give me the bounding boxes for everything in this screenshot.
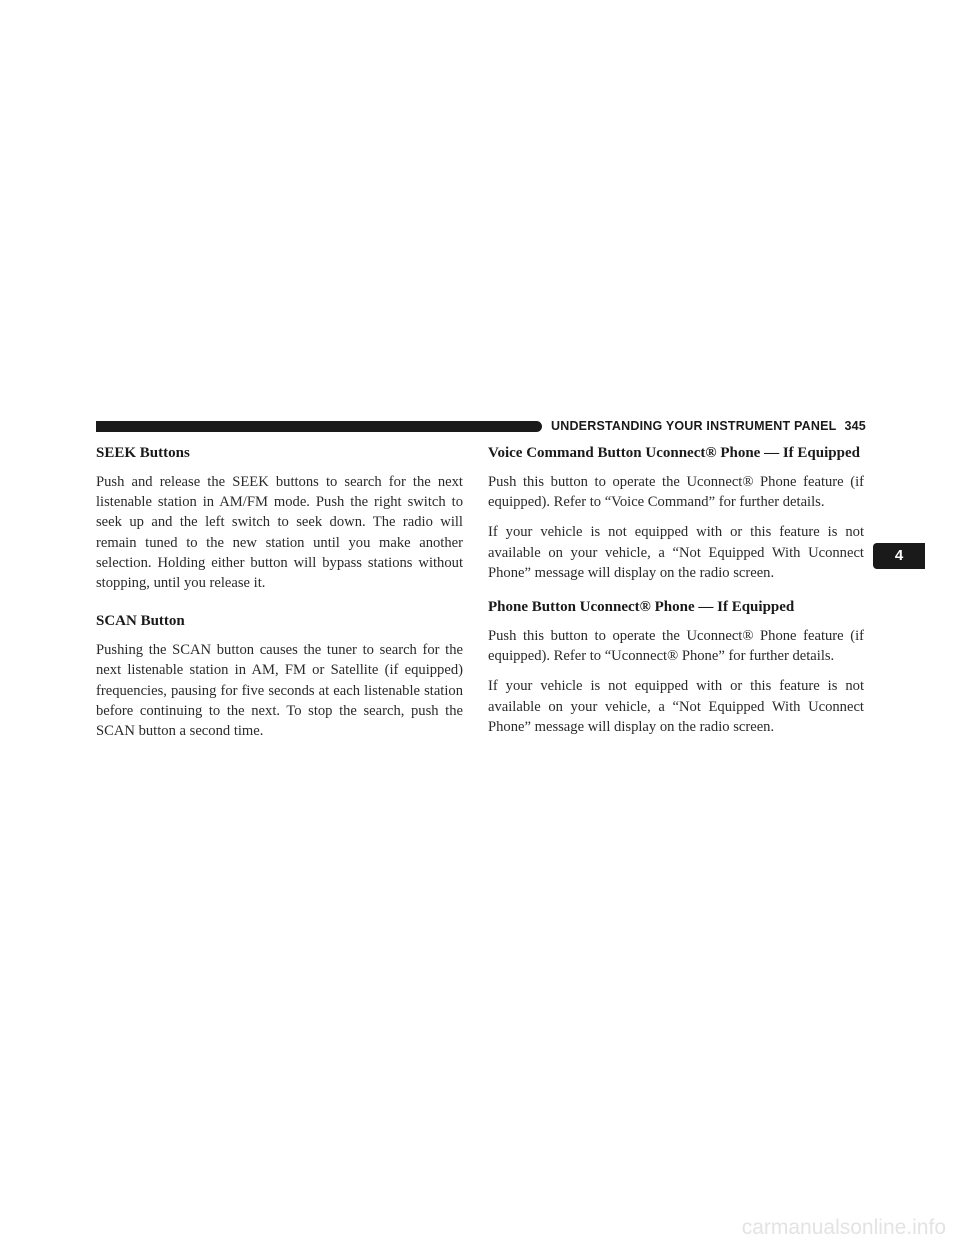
paragraph-seek-buttons: Push and release the SEEK buttons to search for the next listenable station in AM/FM mode. Push the right switch to seek up and the left switch to seek down. The radio will remain tuned to the new station until you make another selection. Holding either button will bypass stations without stopping, until you release it. <box>96 474 463 592</box>
heading-phone-button: Phone Button Uconnect® Phone — If Equipped <box>488 599 795 616</box>
paragraph-voice-command-2: If your vehicle is not equipped with or this feature is not available on your vehicle, a “Not Equipped With Uconnect Phone” message will display on the radio screen. <box>488 524 864 581</box>
page-number: 345 <box>844 419 866 433</box>
running-header <box>551 419 866 433</box>
header-rule-bar <box>96 421 542 432</box>
section-title: UNDERSTANDING YOUR INSTRUMENT PANEL <box>551 419 837 433</box>
paragraph-phone-button-1: Push this button to operate the Uconnect® Phone feature (if equipped). Refer to “Uconnect® Phone” for further details. <box>488 628 864 665</box>
heading-scan-button: SCAN Button <box>96 613 185 630</box>
heading-voice-command-button: Voice Command Button Uconnect® Phone — If Equipped <box>488 445 860 461</box>
chapter-tab: 4 <box>873 543 925 569</box>
heading-seek-buttons: SEEK Buttons <box>96 445 190 461</box>
paragraph-scan-button: Pushing the SCAN button causes the tuner to search for the next listenable station in AM, FM or Satellite (if equipped) frequencies, pausing for five seconds at each listenable station before continuing to the next. To stop the search, push the SCAN button a second time. <box>96 642 463 740</box>
right-column <box>488 443 864 747</box>
left-column <box>96 443 463 751</box>
paragraph-phone-button-2: If your vehicle is not equipped with or this feature is not available on your vehicle, a “Not Equipped With Uconnect Phone” message will display on the radio screen. <box>488 678 864 735</box>
watermark: carmanualsonline.info <box>741 1216 946 1239</box>
paragraph-voice-command-1: Push this button to operate the Uconnect® Phone feature (if equipped). Refer to “Voice Command” for further details. <box>488 474 864 511</box>
